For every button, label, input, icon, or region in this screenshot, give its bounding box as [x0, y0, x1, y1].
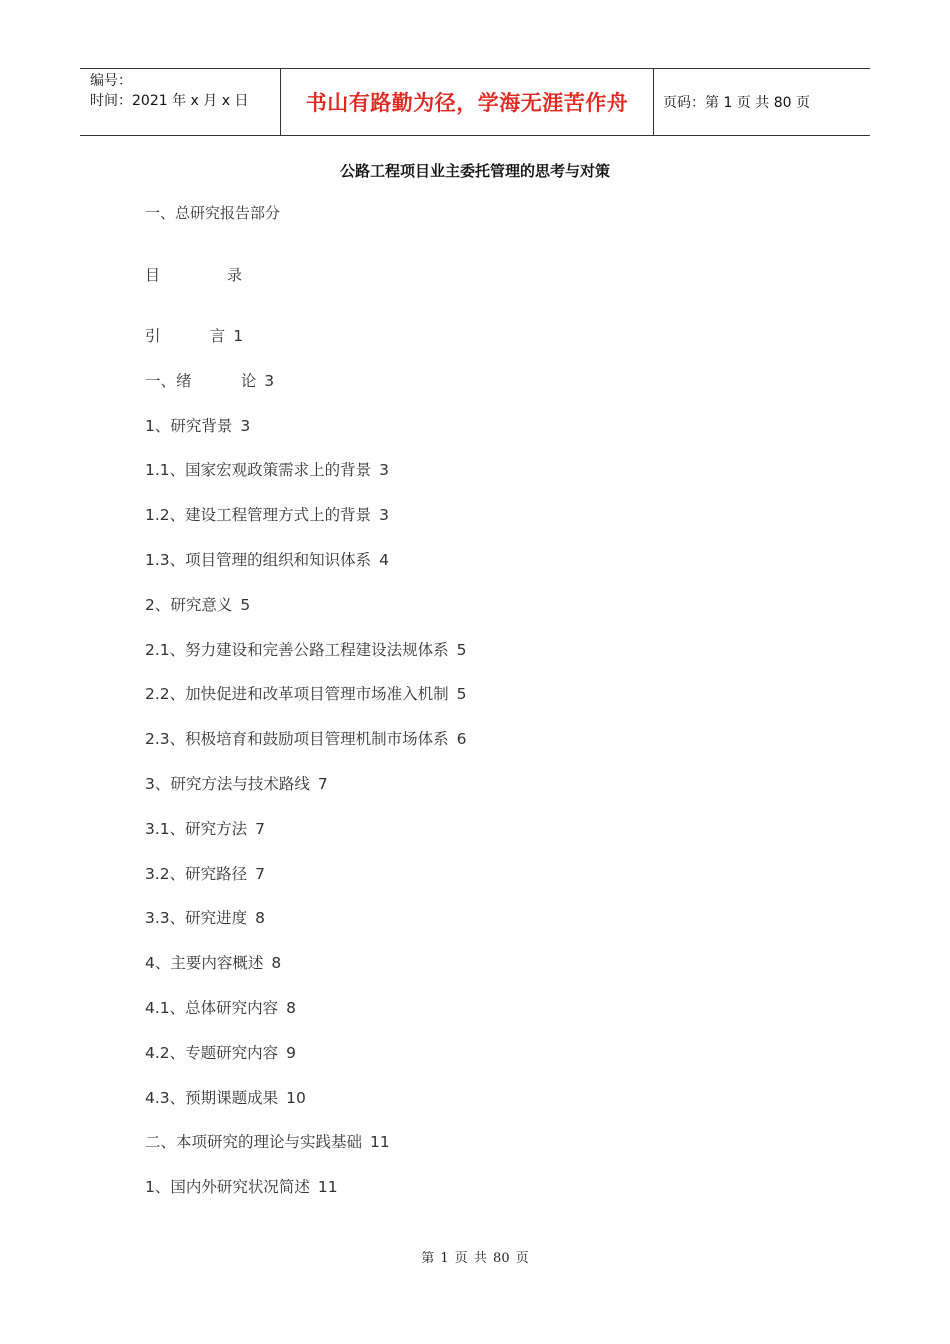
toc-entry	[145, 729, 467, 774]
toc-entry-page: 8	[255, 909, 266, 928]
toc-entry-label: 3.2、研究路径	[145, 864, 248, 883]
table-of-contents	[145, 326, 467, 1222]
toc-entry-label: 1、研究背景	[145, 416, 233, 435]
toc-entry-label: 4.1、总体研究内容	[145, 998, 279, 1017]
header-meta-cell	[80, 69, 281, 135]
header-motto: 书山有路勤为径，学海无涯苦作舟	[305, 91, 629, 115]
toc-entry-label: 4.2、专题研究内容	[145, 1043, 279, 1062]
section-heading: 一、总研究报告部分	[145, 204, 281, 222]
toc-entry-label: 引 言	[145, 327, 226, 345]
toc-entry-page: 9	[286, 1043, 297, 1062]
toc-entry	[145, 864, 467, 909]
header-number-label: 编号：	[90, 73, 132, 89]
toc-entry-page: 6	[456, 730, 467, 749]
toc-entry	[145, 774, 467, 819]
toc-entry-page: 8	[271, 954, 282, 973]
header-page-cell	[654, 69, 870, 135]
page-header	[80, 68, 870, 136]
toc-entry-page: 7	[317, 774, 328, 793]
toc-entry-page: 5	[456, 640, 467, 659]
toc-entry-page: 7	[255, 864, 266, 883]
toc-entry-label: 1.3、项目管理的组织和知识体系	[145, 550, 372, 569]
toc-entry	[145, 416, 467, 461]
toc-heading	[145, 264, 242, 285]
header-page-info: 页码：第 1 页 共 80 页	[663, 95, 810, 111]
toc-entry	[145, 998, 467, 1043]
toc-entry-label: 2.2、加快促进和改革项目管理市场准入机制	[145, 685, 449, 704]
toc-entry	[145, 908, 467, 953]
toc-entry	[145, 819, 467, 864]
toc-entry	[145, 595, 467, 640]
toc-entry-label: 1、国内外研究状况简述	[145, 1178, 310, 1197]
toc-entry	[145, 550, 467, 595]
toc-entry	[145, 640, 467, 685]
toc-entry-page: 4	[379, 550, 390, 569]
toc-heading-right: 录	[227, 266, 243, 284]
toc-entry	[145, 460, 467, 505]
toc-entry	[145, 684, 467, 729]
header-motto-cell	[281, 69, 654, 135]
toc-entry-page: 8	[286, 998, 297, 1017]
toc-entry-label: 4、主要内容概述	[145, 954, 264, 973]
toc-heading-left: 目	[145, 266, 161, 284]
page-footer: 第 1 页 共 80 页	[421, 1251, 529, 1266]
toc-entry-label: 3、研究方法与技术路线	[145, 774, 310, 793]
toc-entry	[145, 953, 467, 998]
toc-entry	[145, 1043, 467, 1088]
toc-entry-label: 1.2、建设工程管理方式上的背景	[145, 506, 372, 525]
toc-entry-label: 2、研究意义	[145, 595, 233, 614]
document-title: 公路工程项目业主委托管理的思考与对策	[339, 162, 610, 180]
toc-entry	[145, 1177, 467, 1222]
toc-entry	[145, 326, 467, 371]
toc-entry-page: 1	[233, 327, 244, 345]
toc-entry-page: 10	[286, 1088, 306, 1107]
toc-entry	[145, 1132, 467, 1177]
toc-entry-label: 4.3、预期课题成果	[145, 1088, 279, 1107]
toc-entry-page: 7	[255, 819, 266, 838]
toc-entry-label: 二、本项研究的理论与实践基础	[145, 1133, 363, 1152]
toc-entry	[145, 1088, 467, 1133]
toc-entry-label: 2.1、努力建设和完善公路工程建设法规体系	[145, 640, 449, 659]
header-time-label: 时间：2021 年 x 月 x 日	[90, 93, 249, 109]
toc-entry-label: 1.1、国家宏观政策需求上的背景	[145, 461, 372, 480]
toc-entry-page: 3	[379, 506, 390, 525]
toc-entry-page: 11	[317, 1178, 338, 1197]
toc-entry-page: 3	[240, 416, 251, 435]
toc-entry-label: 3.1、研究方法	[145, 819, 248, 838]
toc-entry-page: 5	[456, 685, 467, 704]
toc-entry-label: 一、绪 论	[145, 371, 257, 390]
toc-entry-page: 3	[264, 371, 275, 390]
toc-entry	[145, 505, 467, 550]
toc-entry-label: 3.3、研究进度	[145, 909, 248, 928]
toc-entry-label: 2.3、积极培育和鼓励项目管理机制市场体系	[145, 730, 449, 749]
toc-entry-page: 11	[370, 1133, 390, 1152]
toc-entry-page: 3	[379, 461, 390, 480]
toc-entry-page: 5	[240, 595, 251, 614]
toc-entry	[145, 371, 467, 416]
